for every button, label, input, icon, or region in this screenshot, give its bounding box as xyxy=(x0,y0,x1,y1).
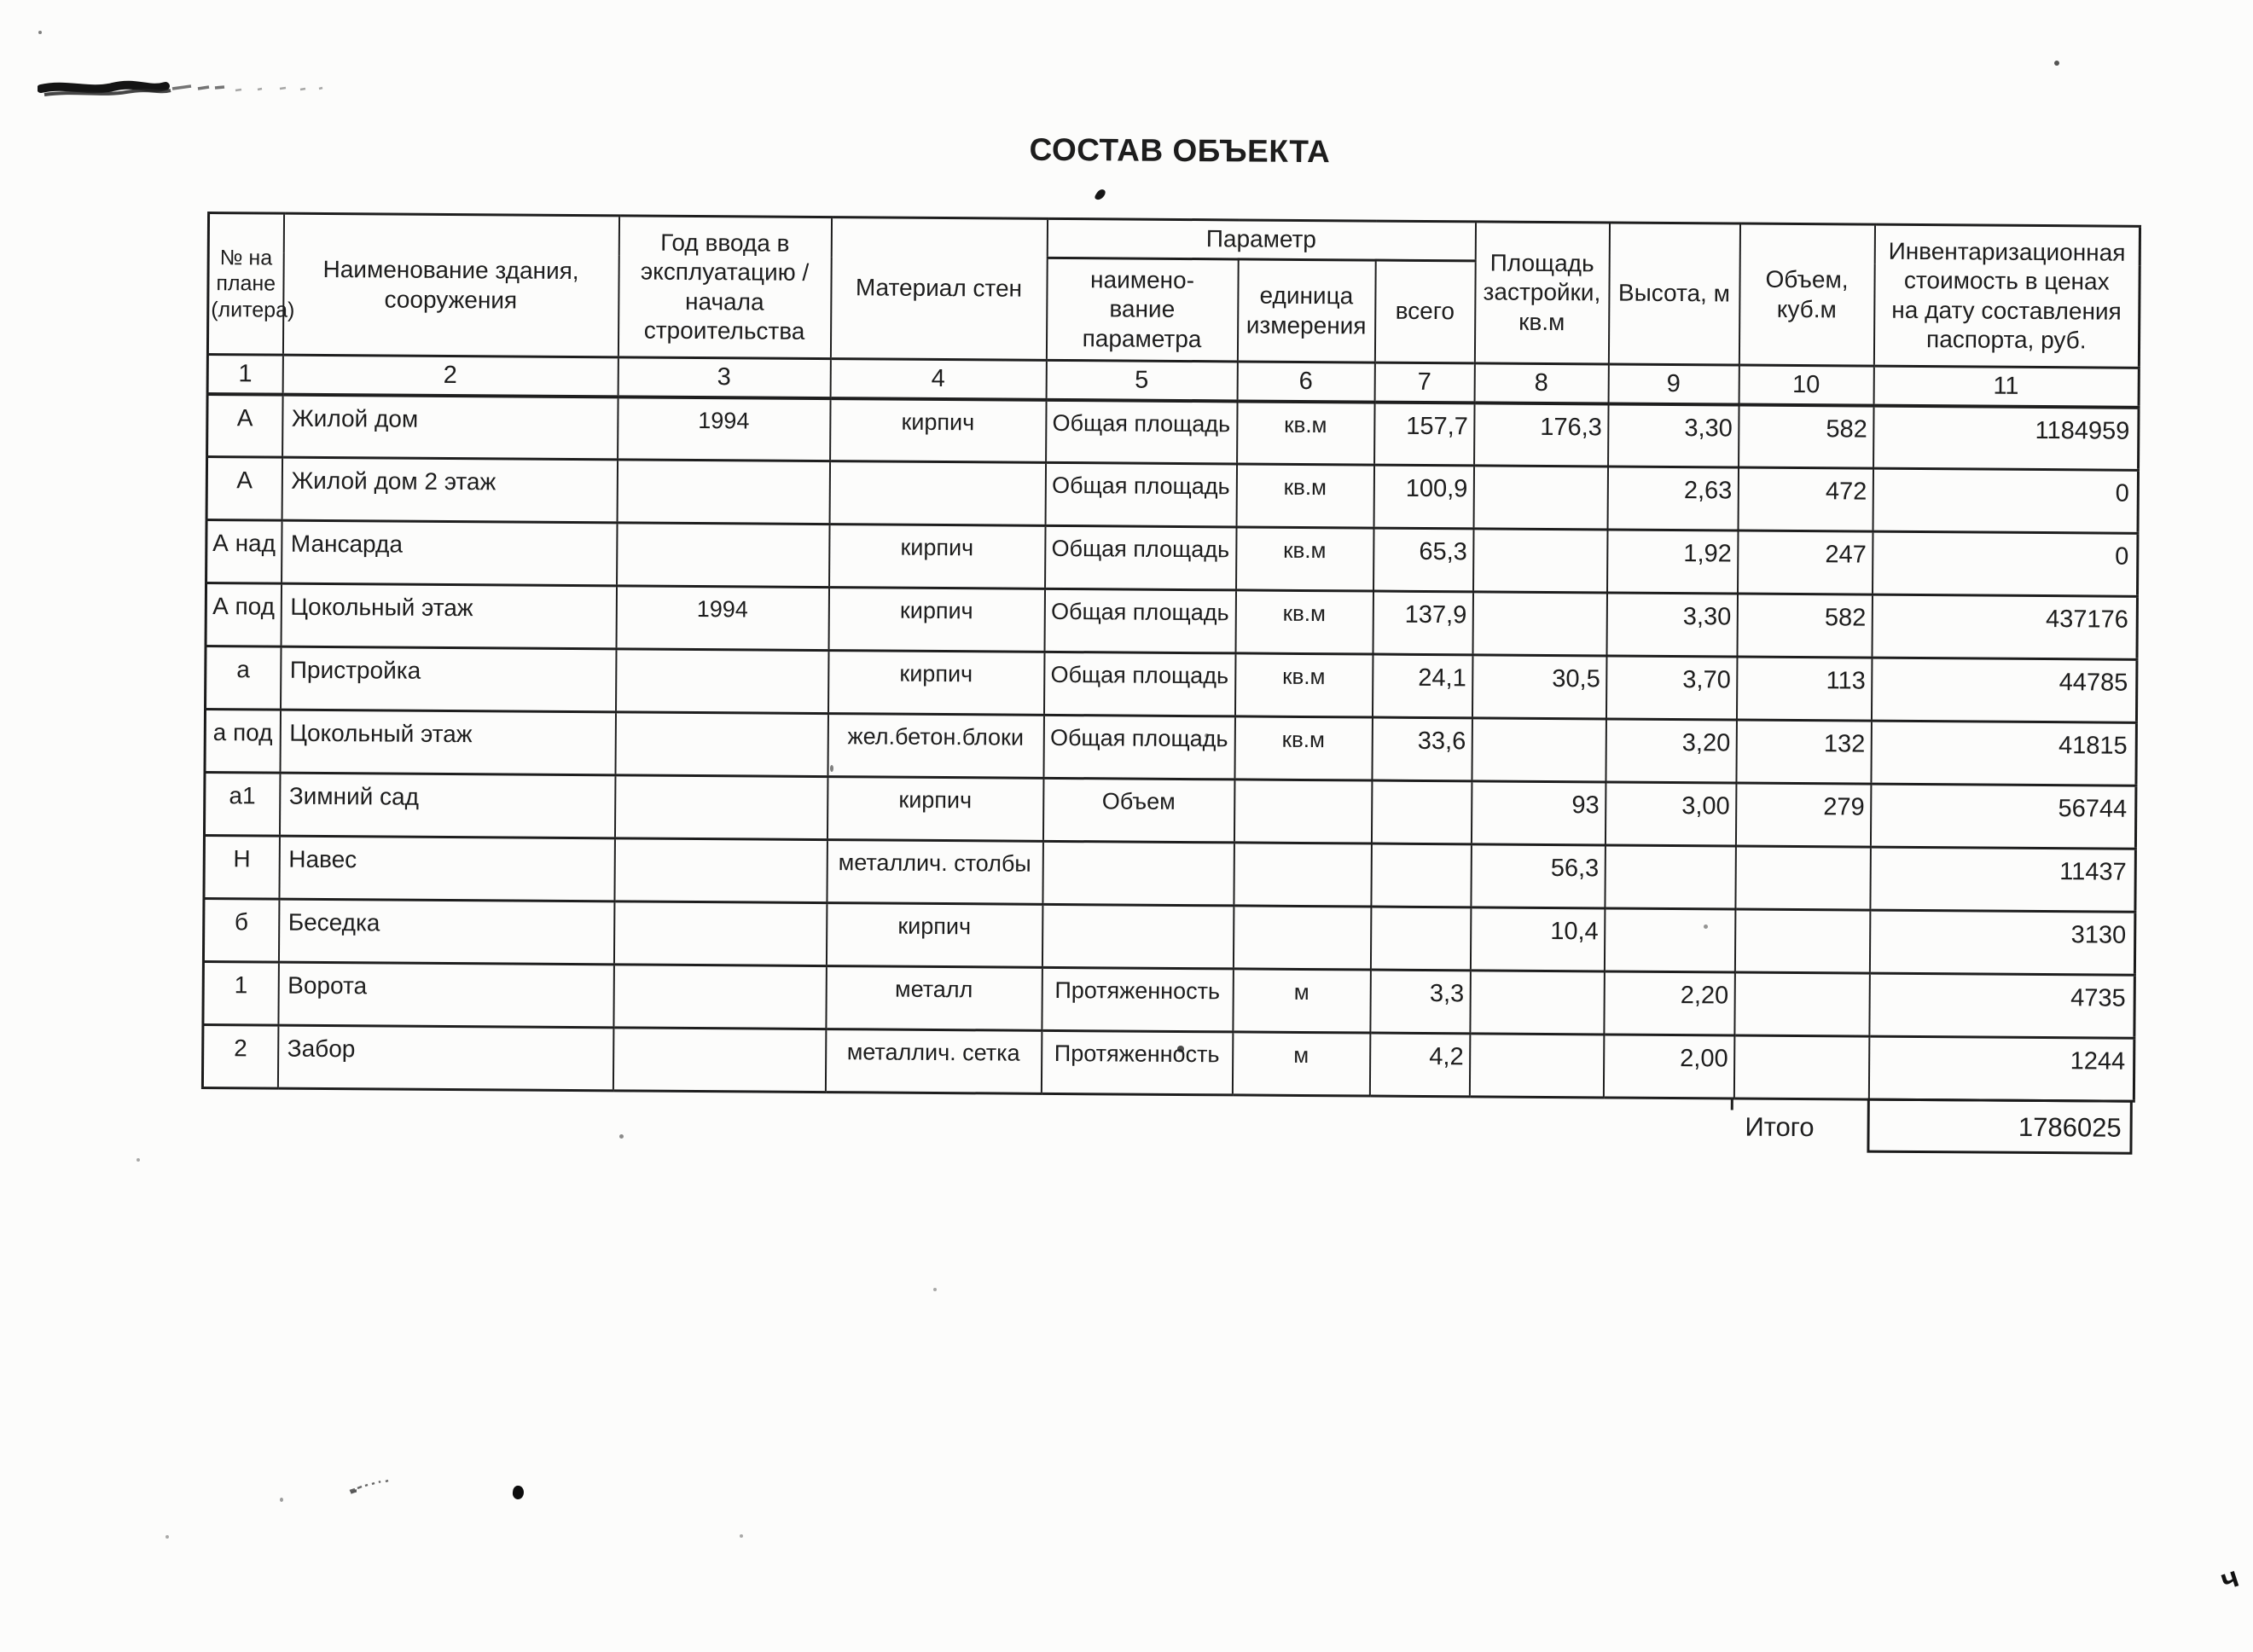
cell-unit: кв.м xyxy=(1236,464,1374,528)
cell-building-name: Забор xyxy=(277,1025,613,1091)
cell-parameter-name: Общая площадь xyxy=(1046,399,1238,464)
cell-unit xyxy=(1234,843,1372,907)
cell-unit: кв.м xyxy=(1234,653,1373,717)
cell-building-name: Беседка xyxy=(278,899,614,965)
cell-inventory-cost: 41815 xyxy=(1871,721,2137,785)
cell-volume: 279 xyxy=(1735,783,1871,847)
cell-year xyxy=(613,1028,826,1093)
cell-year xyxy=(615,649,828,714)
cell-parameter-name xyxy=(1042,841,1234,906)
cell-footprint-area xyxy=(1473,529,1608,593)
cell-height: 3,70 xyxy=(1606,656,1737,720)
cell-building-name: Жилой дом 2 этаж xyxy=(282,457,618,523)
column-number: 6 xyxy=(1237,362,1374,402)
column-number: 2 xyxy=(282,355,618,397)
cell-parameter-name: Общая площадь xyxy=(1045,462,1237,527)
cell-year xyxy=(614,838,827,903)
col-header-wall-material: Материал стен xyxy=(830,217,1047,361)
cell-height: 3,30 xyxy=(1608,403,1739,467)
cell-wall-material: кирпич xyxy=(828,588,1045,652)
cell-wall-material: кирпич xyxy=(830,398,1047,463)
cell-building-name: Пристройка xyxy=(281,646,617,712)
col-header-unit: единица измерения xyxy=(1237,259,1375,362)
cell-year xyxy=(617,523,830,588)
cell-wall-material: кирпич xyxy=(827,651,1044,716)
cell-total xyxy=(1371,780,1472,844)
col-header-volume: Объем, куб.м xyxy=(1739,223,1874,366)
cell-footprint-area: 30,5 xyxy=(1472,655,1606,719)
cell-volume: 582 xyxy=(1737,594,1873,658)
cell-litera: а xyxy=(206,646,282,710)
cell-litera: А над xyxy=(206,520,282,584)
cell-building-name: Цокольный этаж xyxy=(281,583,617,649)
cell-parameter-name: Общая площадь xyxy=(1043,715,1235,780)
col-header-parameter-group: Параметр xyxy=(1047,218,1475,261)
cell-litera: 1 xyxy=(203,961,279,1025)
cell-unit: м xyxy=(1232,1032,1370,1096)
total-label: Итого xyxy=(1745,1111,1815,1143)
col-header-parameter-name: наимено- вание параметра xyxy=(1046,258,1238,362)
cell-building-name: Жилой дом xyxy=(282,394,618,460)
cell-inventory-cost: 4735 xyxy=(1869,973,2135,1038)
cell-litera: А под xyxy=(206,583,282,647)
cell-building-name: Навес xyxy=(279,836,615,901)
col-header-height: Высота, м xyxy=(1608,223,1739,365)
cell-wall-material: металлич. сетка xyxy=(825,1029,1042,1094)
cell-volume: 113 xyxy=(1736,657,1872,721)
cell-building-name: Цокольный этаж xyxy=(280,710,616,775)
cell-year xyxy=(615,712,828,777)
cell-total xyxy=(1371,843,1472,907)
column-number: 3 xyxy=(618,357,830,398)
col-header-footprint-area: Площадь застройки, кв.м xyxy=(1474,222,1609,364)
cell-wall-material: кирпич xyxy=(826,903,1042,968)
col-header-building-name: Наименование здания, сооружения xyxy=(282,213,618,357)
cell-litera: Н xyxy=(204,835,280,899)
cell-height: 2,00 xyxy=(1603,1035,1734,1098)
cell-volume xyxy=(1734,909,1870,973)
column-number: 9 xyxy=(1608,364,1739,404)
cell-total: 100,9 xyxy=(1373,465,1474,529)
table-row xyxy=(202,1024,2134,1101)
cell-inventory-cost: 437176 xyxy=(1872,594,2138,659)
cell-litera: а1 xyxy=(204,772,280,836)
table-body xyxy=(202,394,2139,1102)
cell-footprint-area: 10,4 xyxy=(1470,907,1605,971)
cell-litera: а под xyxy=(205,709,281,773)
cell-total: 33,6 xyxy=(1372,717,1472,781)
cell-volume: 132 xyxy=(1736,720,1872,784)
cell-litera: А xyxy=(207,394,283,458)
cell-height: 1,92 xyxy=(1607,530,1739,594)
scan-line-artifact xyxy=(1731,1097,1733,1110)
cell-inventory-cost: 56744 xyxy=(1870,784,2136,849)
cell-year: 1994 xyxy=(616,586,829,651)
cell-footprint-area xyxy=(1473,466,1608,530)
cell-inventory-cost: 3130 xyxy=(1869,910,2135,975)
column-number: 4 xyxy=(830,359,1046,400)
cell-total: 157,7 xyxy=(1374,402,1475,466)
cell-wall-material: металл xyxy=(826,966,1042,1031)
cell-footprint-area xyxy=(1472,718,1606,782)
cell-inventory-cost: 44785 xyxy=(1871,658,2137,722)
cell-litera: А xyxy=(206,457,282,521)
cell-wall-material: жел.бетон.блоки xyxy=(827,714,1044,779)
cell-year xyxy=(613,901,827,966)
cell-year xyxy=(613,965,827,1029)
cell-unit: кв.м xyxy=(1234,716,1373,780)
cell-unit: кв.м xyxy=(1235,590,1373,654)
cell-footprint-area: 93 xyxy=(1471,781,1606,845)
cell-parameter-name: Общая площадь xyxy=(1043,652,1235,716)
col-header-commissioning-year: Год ввода в эксплуатацию / начала строительства xyxy=(618,216,831,359)
column-number: 10 xyxy=(1739,365,1873,405)
cell-parameter-name xyxy=(1042,904,1234,969)
cell-unit xyxy=(1234,780,1372,843)
cell-height: 2,20 xyxy=(1604,971,1735,1035)
cell-unit xyxy=(1233,906,1371,970)
col-header-total: всего xyxy=(1374,260,1475,363)
cell-building-name: Ворота xyxy=(278,962,614,1028)
col-header-inventory-cost: Инвентаризационная стоимость в ценах на дату составления паспорта, руб. xyxy=(1873,224,2140,368)
cell-wall-material xyxy=(829,461,1046,526)
column-number: 8 xyxy=(1474,363,1608,403)
cell-volume: 582 xyxy=(1739,404,1874,468)
cell-volume xyxy=(1735,846,1871,910)
cell-volume: 247 xyxy=(1737,530,1873,594)
column-number: 11 xyxy=(1873,366,2139,407)
scan-speck xyxy=(1094,188,1106,202)
handwritten-mark: ч xyxy=(2216,1560,2243,1597)
cell-year xyxy=(617,460,830,525)
cell-parameter-name: Общая площадь xyxy=(1045,525,1237,590)
cell-volume xyxy=(1734,972,1870,1036)
cell-total: 3,3 xyxy=(1370,970,1471,1034)
table-header xyxy=(207,213,2140,408)
cell-unit: кв.м xyxy=(1237,401,1375,465)
cell-inventory-cost: 0 xyxy=(1873,468,2139,533)
cell-wall-material: кирпич xyxy=(827,777,1043,842)
column-number: 7 xyxy=(1374,362,1474,403)
cell-year: 1994 xyxy=(618,397,831,461)
cell-footprint-area: 176,3 xyxy=(1474,403,1609,467)
cell-total: 65,3 xyxy=(1373,528,1474,592)
cell-wall-material: металлич. столбы xyxy=(827,840,1043,905)
cell-volume: 472 xyxy=(1738,467,1873,531)
cell-inventory-cost: 11437 xyxy=(1870,847,2136,912)
cell-unit: кв.м xyxy=(1236,527,1374,591)
cell-height: 3,20 xyxy=(1606,719,1737,783)
col-header-plan-number: № на плане (литера) xyxy=(207,213,283,356)
cell-total: 24,1 xyxy=(1372,654,1472,718)
cell-year xyxy=(614,775,827,840)
page-title: СОСТАВ ОБЪЕКТА xyxy=(1029,131,1331,170)
cell-footprint-area: 56,3 xyxy=(1471,844,1606,908)
column-number: 5 xyxy=(1046,360,1237,401)
cell-height xyxy=(1605,845,1736,909)
cell-height: 3,30 xyxy=(1606,593,1738,657)
object-composition-table xyxy=(201,212,2141,1103)
cell-height: 3,00 xyxy=(1605,782,1736,846)
cell-footprint-area xyxy=(1469,1034,1604,1098)
cell-parameter-name: Протяженность xyxy=(1042,967,1234,1032)
cell-parameter-name: Протяженность xyxy=(1041,1030,1233,1095)
cell-litera: 2 xyxy=(202,1024,278,1088)
cell-parameter-name: Общая площадь xyxy=(1044,588,1236,653)
cell-litera: б xyxy=(203,898,279,962)
cell-volume xyxy=(1733,1035,1869,1099)
total-value: 1786025 xyxy=(1867,1098,2132,1155)
cell-inventory-cost: 1244 xyxy=(1868,1036,2134,1101)
cell-building-name: Мансарда xyxy=(282,520,618,586)
cell-inventory-cost: 0 xyxy=(1872,531,2138,596)
cell-footprint-area xyxy=(1470,971,1605,1035)
cell-total xyxy=(1370,907,1471,971)
cell-footprint-area xyxy=(1472,592,1607,656)
cell-wall-material: кирпич xyxy=(829,525,1046,589)
cell-inventory-cost: 1184959 xyxy=(1873,405,2140,470)
cell-parameter-name: Объем xyxy=(1042,778,1234,843)
cell-unit: м xyxy=(1233,969,1371,1033)
cell-total: 4,2 xyxy=(1369,1033,1470,1097)
cell-building-name: Зимний сад xyxy=(279,773,615,838)
cell-height: 2,63 xyxy=(1607,467,1739,530)
cell-height xyxy=(1604,908,1735,972)
cell-total: 137,9 xyxy=(1373,591,1473,655)
column-number: 1 xyxy=(207,355,282,395)
